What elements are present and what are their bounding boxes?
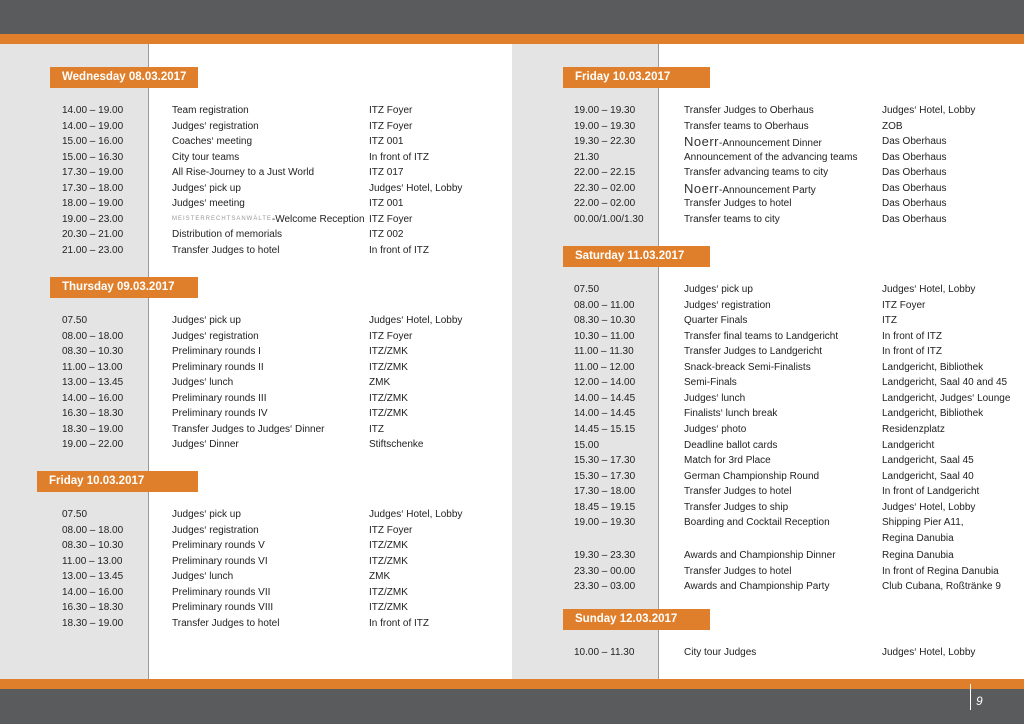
event-cell: Transfer final teams to Landgericht	[684, 330, 839, 342]
time-cell: 20.30 – 21.00	[62, 229, 124, 241]
event-cell: Semi-Finals	[684, 377, 737, 389]
event-cell: Preliminary rounds VI	[172, 555, 268, 567]
time-cell: 23.30 – 00.00	[574, 565, 636, 577]
time-cell: 11.00 – 12.00	[574, 361, 635, 373]
time-cell: 11.00 – 13.00	[62, 555, 123, 567]
time-cell: 17.30 – 18.00	[62, 182, 124, 194]
event-cell: Judges‘ meeting	[172, 198, 245, 210]
event-cell: German Championship Round	[684, 470, 820, 482]
event-cell: Deadline ballot cards	[684, 439, 778, 451]
time-cell: 07.50	[62, 509, 88, 520]
location-cell: ITZ Foyer	[369, 330, 413, 342]
event-cell: Snack-breack Semi-Finalists	[684, 361, 811, 373]
event-cell: Coaches‘ meeting	[172, 136, 253, 148]
time-cell: 14.00 – 16.00	[62, 586, 124, 598]
time-cell: 10.00 – 11.30	[574, 647, 635, 658]
event-cell: Judges‘ photo	[684, 423, 747, 435]
left-margin-divider	[148, 44, 149, 679]
event-cell: City tour teams	[172, 151, 240, 163]
location-cell: Das Oberhaus	[882, 151, 947, 163]
time-cell: 12.00 – 14.00	[574, 377, 636, 389]
location-cell: Judges‘ Hotel, Lobby	[369, 509, 463, 520]
time-cell: 08.00 – 18.00	[62, 330, 124, 342]
location-cell: Shipping Pier A11,	[882, 517, 964, 529]
location-cell: Landgericht, Saal 45	[882, 455, 974, 467]
event-cell: Preliminary rounds V	[172, 540, 265, 552]
location-cell: Landgericht, Bibliothek	[882, 408, 984, 420]
time-cell: 16.30 – 18.30	[62, 408, 124, 420]
location-cell: Landgericht, Judges‘ Lounge	[882, 392, 1011, 404]
location-cell: In front of Landgericht	[882, 486, 980, 498]
time-cell: 19.00 – 23.00	[62, 213, 124, 225]
time-cell: 08.00 – 18.00	[62, 524, 124, 536]
location-cell: Landgericht, Bibliothek	[882, 361, 984, 373]
location-cell: Das Oberhaus	[882, 136, 947, 148]
top-bar	[0, 0, 1024, 34]
time-cell: 11.00 – 11.30	[574, 346, 634, 358]
time-cell: 00.00/1.00/1.30	[574, 213, 644, 225]
event-cell: Transfer Judges to Judges‘ Dinner	[172, 423, 325, 435]
event-cell: Transfer teams to Oberhaus	[684, 120, 809, 132]
event-cell: Noerr-Announcement Party	[684, 180, 816, 196]
day-header: Friday 10.03.2017	[37, 471, 198, 492]
event-cell: Transfer Judges to hotel	[684, 198, 792, 210]
event-cell: Awards and Championship Party	[684, 581, 830, 593]
location-cell: In front of Regina Danubia	[882, 565, 999, 577]
event-cell: Judges‘ lunch	[172, 377, 234, 389]
event-cell: Preliminary rounds VII	[172, 586, 271, 598]
page-number: 9	[976, 694, 983, 708]
event-cell: Transfer Judges to hotel	[172, 244, 280, 256]
day-header: Saturday 11.03.2017	[563, 246, 710, 267]
location-cell: Landgericht	[882, 439, 935, 451]
time-cell: 08.30 – 10.30	[62, 540, 124, 552]
event-cell: Finalists‘ lunch break	[684, 408, 778, 420]
location-cell: Landgericht, Saal 40	[882, 470, 974, 482]
location-cell: Judges‘ Hotel, Lobby	[882, 284, 976, 295]
time-cell: 07.50	[62, 315, 88, 326]
event-cell: Team registration	[172, 105, 249, 116]
event-cell: Preliminary rounds II	[172, 361, 264, 373]
location-cell: ITZ/ZMK	[369, 392, 408, 404]
location-cell: ITZ 017	[369, 167, 404, 179]
location-cell: ITZ Foyer	[369, 105, 413, 116]
sponsor-logo-meister: MEISTERRECHTSANWÄLTE	[172, 215, 272, 222]
time-cell: 19.00 – 19.30	[574, 105, 636, 116]
right-margin-divider	[658, 44, 659, 679]
event-cell: Match for 3rd Place	[684, 455, 771, 467]
time-cell: 15.00	[574, 439, 600, 451]
time-cell: 08.00 – 11.00	[574, 299, 635, 311]
page-number-divider	[970, 684, 971, 710]
time-cell: 14.00 – 19.00	[62, 105, 124, 116]
time-cell: 14.45 – 15.15	[574, 423, 636, 435]
event-cell: MEISTERRECHTSANWÄLTE-Welcome Reception	[172, 213, 365, 225]
event-cell: Judges‘ pick up	[684, 284, 753, 295]
time-cell: 16.30 – 18.30	[62, 602, 124, 614]
location-cell: In front of ITZ	[882, 330, 943, 342]
location-cell: ITZ	[882, 315, 897, 327]
time-cell: 13.00 – 13.45	[62, 377, 124, 389]
location-cell: Stiftschenke	[369, 439, 424, 451]
event-cell: Announcement of the advancing teams	[684, 151, 858, 163]
location-cell: Landgericht, Saal 40 and 45	[882, 377, 1008, 389]
location-cell: ITZ Foyer	[369, 120, 413, 132]
bottom-accent-stripe	[0, 679, 1024, 689]
event-cell: Quarter Finals	[684, 315, 748, 327]
location-cell: ITZ 002	[369, 229, 404, 241]
time-cell: 22.30 – 02.00	[574, 182, 636, 194]
time-cell: 18.30 – 19.00	[62, 617, 124, 629]
event-cell: Judges‘ pick up	[172, 509, 241, 520]
location-cell: ITZ/ZMK	[369, 586, 408, 598]
event-cell: Transfer Judges to Landgericht	[684, 346, 823, 358]
event-cell: All Rise-Journey to a Just World	[172, 167, 315, 179]
time-cell: 14.00 – 14.45	[574, 408, 636, 420]
time-cell: 18.00 – 19.00	[62, 198, 124, 210]
time-cell: 14.00 – 19.00	[62, 120, 124, 132]
event-cell: Judges‘ registration	[172, 524, 259, 536]
day-header: Wednesday 08.03.2017	[50, 67, 198, 88]
location-cell: ITZ/ZMK	[369, 346, 408, 358]
time-cell: 19.00 – 19.30	[574, 120, 636, 132]
location-cell: In front of ITZ	[369, 151, 430, 163]
time-cell: 18.45 – 19.15	[574, 501, 636, 513]
time-cell: 15.00 – 16.00	[62, 136, 124, 148]
event-cell: Judges‘ lunch	[684, 392, 746, 404]
location-cell: In front of ITZ	[882, 346, 943, 358]
sponsor-logo-noerr: Noerr	[684, 134, 720, 150]
time-cell: 08.30 – 10.30	[62, 346, 124, 358]
top-accent-stripe	[0, 34, 1024, 44]
location-cell: Das Oberhaus	[882, 167, 947, 179]
location-cell: ITZ/ZMK	[369, 555, 408, 567]
event-cell: Transfer Judges to hotel	[172, 617, 280, 629]
event-cell: Transfer teams to city	[684, 213, 780, 225]
location-cell: ITZ	[369, 423, 384, 435]
sponsor-logo-noerr: Noerr	[684, 180, 720, 196]
time-cell: 17.30 – 19.00	[62, 167, 124, 179]
location-cell: Judges‘ Hotel, Lobby	[369, 315, 463, 326]
event-cell: Preliminary rounds III	[172, 392, 267, 404]
event-cell: Judges‘ pick up	[172, 315, 241, 326]
location-cell: ITZ/ZMK	[369, 408, 408, 420]
event-cell: Distribution of memorials	[172, 229, 283, 241]
time-cell: 14.00 – 16.00	[62, 392, 124, 404]
time-cell: 19.00 – 22.00	[62, 439, 124, 451]
event-cell: Transfer Judges to Oberhaus	[684, 105, 814, 116]
location-cell: ZMK	[369, 571, 391, 583]
time-cell: 15.00 – 16.30	[62, 151, 124, 163]
time-cell: 22.00 – 22.15	[574, 167, 636, 179]
location-cell: Judges‘ Hotel, Lobby	[882, 501, 976, 513]
location-cell: Regina Danubia	[882, 532, 954, 544]
event-cell: Transfer Judges to hotel	[684, 565, 792, 577]
day-header: Thursday 09.03.2017	[50, 277, 198, 298]
time-cell: 22.00 – 02.00	[574, 198, 636, 210]
location-cell: ITZ 001	[369, 136, 404, 148]
time-cell: 10.30 – 11.00	[574, 330, 635, 342]
location-cell: ZOB	[882, 120, 903, 132]
time-cell: 18.30 – 19.00	[62, 423, 124, 435]
time-cell: 23.30 – 03.00	[574, 581, 636, 593]
location-cell: Club Cubana, Roßtränke 9	[882, 581, 1001, 593]
time-cell: 15.30 – 17.30	[574, 455, 636, 467]
location-cell: ITZ/ZMK	[369, 602, 408, 614]
event-cell: Transfer Judges to hotel	[684, 486, 792, 498]
location-cell: ITZ Foyer	[369, 524, 413, 536]
event-cell: Judges‘ Dinner	[172, 439, 239, 451]
day-header: Sunday 12.03.2017	[563, 609, 710, 630]
event-cell: Noerr-Announcement Dinner	[684, 134, 822, 150]
time-cell: 19.00 – 19.30	[574, 517, 636, 529]
location-cell: Das Oberhaus	[882, 198, 947, 210]
event-cell: Judges‘ pick up	[172, 182, 241, 194]
event-cell: Judges‘ registration	[172, 120, 259, 132]
event-cell: Awards and Championship Dinner	[684, 550, 836, 562]
time-cell: 21.00 – 23.00	[62, 244, 124, 256]
event-cell: Judges‘ registration	[684, 299, 771, 311]
event-cell: Judges‘ lunch	[172, 571, 234, 583]
location-cell: ZMK	[369, 377, 391, 389]
location-cell: ITZ/ZMK	[369, 540, 408, 552]
location-cell: Judges‘ Hotel, Lobby	[882, 105, 976, 116]
location-cell: ITZ/ZMK	[369, 361, 408, 373]
day-header: Friday 10.03.2017	[563, 67, 710, 88]
location-cell: Residenzplatz	[882, 423, 945, 435]
time-cell: 19.30 – 23.30	[574, 550, 636, 562]
location-cell: ITZ Foyer	[369, 213, 413, 225]
location-cell: ITZ 001	[369, 198, 404, 210]
event-cell: Preliminary rounds IV	[172, 408, 268, 420]
location-cell: ITZ Foyer	[882, 299, 926, 311]
event-cell: Preliminary rounds I	[172, 346, 261, 358]
time-cell: 14.00 – 14.45	[574, 392, 636, 404]
location-cell: Judges‘ Hotel, Lobby	[369, 182, 463, 194]
event-cell: Judges‘ registration	[172, 330, 259, 342]
time-cell: 13.00 – 13.45	[62, 571, 124, 583]
bottom-bar	[0, 689, 1024, 724]
location-cell: In front of ITZ	[369, 244, 430, 256]
time-cell: 15.30 – 17.30	[574, 470, 636, 482]
time-cell: 19.30 – 22.30	[574, 136, 636, 148]
location-cell: Judges‘ Hotel, Lobby	[882, 647, 976, 658]
time-cell: 21.30	[574, 151, 600, 163]
event-cell: Preliminary rounds VIII	[172, 602, 274, 614]
location-cell: Das Oberhaus	[882, 182, 947, 194]
time-cell: 17.30 – 18.00	[574, 486, 636, 498]
time-cell: 11.00 – 13.00	[62, 361, 123, 373]
time-cell: 07.50	[574, 284, 600, 295]
location-cell: Das Oberhaus	[882, 213, 947, 225]
time-cell: 08.30 – 10.30	[574, 315, 636, 327]
location-cell: Regina Danubia	[882, 550, 954, 562]
event-cell: Boarding and Cocktail Reception	[684, 517, 830, 529]
event-cell: City tour Judges	[684, 647, 757, 658]
event-cell: Transfer advancing teams to city	[684, 167, 829, 179]
event-cell: Transfer Judges to ship	[684, 501, 789, 513]
location-cell: In front of ITZ	[369, 617, 430, 629]
